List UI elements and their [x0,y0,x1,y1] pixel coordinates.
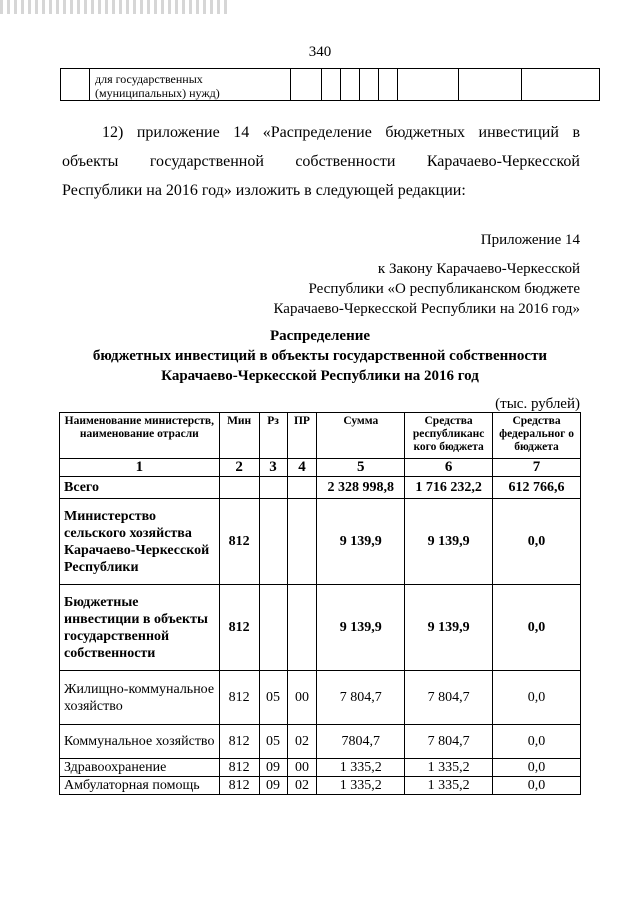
cell-rep: 1 716 232,2 [405,477,493,499]
cell-rep: 9 139,9 [405,499,493,585]
cell-rep: 7 804,7 [405,671,493,725]
cell-name: Амбулаторная помощь [60,777,220,795]
cell-rep: 1 335,2 [405,759,493,777]
page-number: 340 [308,44,332,60]
cell-fed: 0,0 [493,777,581,795]
cell-rz: 05 [259,671,287,725]
cell-min: 812 [219,759,259,777]
cell-min: 812 [219,725,259,759]
cell-name: Коммунальное хозяйство [60,725,220,759]
amendment-paragraph: 12) приложение 14 «Распределение бюджетных инвестиций в объекты государственной собственности Карачаево-Черкесской Республики на 2016 год» изложить в следующей редакции: [62,124,580,199]
cell-rz [259,477,287,499]
table-row [60,671,581,725]
cell-rep: 1 335,2 [405,777,493,795]
cell-rz [259,499,287,585]
cell-sum: 2 328 998,8 [317,477,405,499]
cell-fed: 0,0 [493,671,581,725]
header-federal: Средства федеральног о бюджета [493,413,581,459]
header-pr: ПР [287,413,317,459]
cell-pr [287,477,317,499]
cell-fed: 0,0 [493,725,581,759]
cell-fed: 0,0 [493,499,581,585]
table-row [60,499,581,585]
cell-pr [287,585,317,671]
table-row [60,477,581,499]
header-republic: Средства республиканс кого бюджета [405,413,493,459]
appendix-ref: к Закону Карачаево-Черкесской Республики «О республиканском бюджете Карачаево-Черкесской Республики на 2016 год» [273,261,580,317]
cell-sum: 7804,7 [317,725,405,759]
cell-name: Всего [60,477,220,499]
fragment-line-2: (муниципальных) нужд) [95,86,220,100]
cell-min: 812 [219,585,259,671]
cell-fed: 0,0 [493,759,581,777]
header-min: Мин [219,413,259,459]
cell-min: 812 [219,671,259,725]
previous-table-fragment [60,68,600,101]
fragment-line-1: для государственных [95,72,203,86]
cell-rep: 7 804,7 [405,725,493,759]
unit-label: (тыс. рублей) [495,396,580,412]
cell-rz: 09 [259,777,287,795]
cell-sum: 1 335,2 [317,759,405,777]
cell-sum: 7 804,7 [317,671,405,725]
cell-pr: 02 [287,725,317,759]
investment-table [59,412,581,795]
table-row [60,777,581,795]
cell-fed: 0,0 [493,585,581,671]
cell-pr [287,499,317,585]
cell-pr: 00 [287,759,317,777]
header-name: Наименование министерств, наименование отрасли [60,413,220,459]
cell-sum: 9 139,9 [317,499,405,585]
document-title: Распределение бюджетных инвестиций в объекты государственной собственности Карачаево-Черкесской Республики на 2016 год [92,328,548,384]
cell-name: Министерство сельского хозяйства Карачаево-Черкесской Республики [60,499,220,585]
table-row [60,585,581,671]
cell-name: Жилищно-коммунальное хозяйство [60,671,220,725]
cell-rz: 09 [259,759,287,777]
cell-pr: 02 [287,777,317,795]
cell-name: Здравоохранение [60,759,220,777]
scan-artifact [0,0,230,14]
table-row [60,725,581,759]
cell-pr: 00 [287,671,317,725]
table-row [60,759,581,777]
header-row [60,413,581,459]
cell-min: 812 [219,499,259,585]
cell-sum: 9 139,9 [317,585,405,671]
header-sum: Сумма [317,413,405,459]
cell-min [219,477,259,499]
table-body [60,477,581,795]
cell-rz: 05 [259,725,287,759]
cell-rep: 9 139,9 [405,585,493,671]
cell-sum: 1 335,2 [317,777,405,795]
column-number-row: 1 2 3 4 5 6 7 [60,459,581,477]
appendix-label: Приложение 14 [480,232,580,248]
cell-min: 812 [219,777,259,795]
cell-name: Бюджетные инвестиции в объекты государственной собственности [60,585,220,671]
cell-rz [259,585,287,671]
cell-fed: 612 766,6 [493,477,581,499]
header-rz: Рз [259,413,287,459]
